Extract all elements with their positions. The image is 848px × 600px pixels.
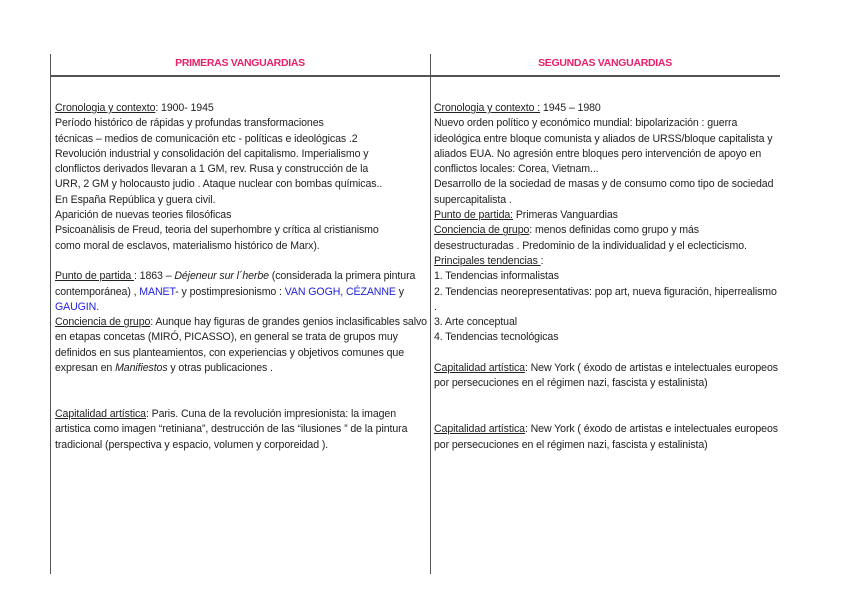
label: Capitalidad artística <box>55 407 146 420</box>
label: Capitalidad artística <box>434 423 525 436</box>
table-border-left <box>50 54 51 574</box>
left-capitalidad <box>55 407 427 453</box>
text: - y postimpresionismo : <box>175 285 285 298</box>
right-tendencias-label <box>434 254 779 269</box>
label: Conciencia de grupo <box>55 316 151 329</box>
label: Capitalidad artística <box>434 362 525 375</box>
left-conciencia-grupo <box>55 315 427 376</box>
left-cronologia <box>55 101 427 116</box>
label: Conciencia de grupo <box>434 224 530 237</box>
header-segundas-vanguardias: SEGUNDAS VANGUARDIAS <box>538 57 672 69</box>
crono-line: Aparición de nuevas teories filosóficas <box>55 209 232 222</box>
right-punto-partida <box>434 208 779 223</box>
artwork-title: Déjeneur sur l´herbe <box>174 270 269 283</box>
artist-vangogh: VAN GOGH, <box>284 285 344 298</box>
text: : 1863 – <box>134 270 175 283</box>
label: Cronologia y contexto <box>55 102 156 114</box>
artist-cezanne: CÉZANNE <box>345 285 396 298</box>
right-conciencia-grupo <box>434 223 779 254</box>
tendencia-item: 4. Tendencias tecnológicas <box>434 331 559 344</box>
crono-line: Psicoanàlisis de Freud, teoria del superhombre y crítica al cristianismo <box>55 224 379 237</box>
left-column <box>55 101 427 453</box>
tendencia-item: 1. Tendencias informalistas <box>434 270 559 283</box>
label: Punto de partida <box>55 270 134 283</box>
crono-line: técnicas – medios de comunicación etc - políticas e ideológicas .2 <box>55 132 358 145</box>
crono-line: Revolución industrial y consolidación del capitalismo. Imperialismo y <box>55 147 369 160</box>
right-capitalidad-1 <box>434 361 779 392</box>
text: : New York ( éxodo de artistas e intelectuales europeos por persecuciones en el régimen nazi, fascista y estalinista) <box>434 362 778 390</box>
right-sociedad-text: Desarrollo de la sociedad de masas y de consumo como tipo de sociedad supercapitalista . <box>434 178 774 206</box>
crono-line: como moral de esclavos, materialismo histórico de Marx). <box>55 239 320 252</box>
text: : Aunque hay figuras de grandes genios inclasificables salvo en etapas concetas (MIRÓ, PICASSO), en general se trata de grupos muy definidos en sus planteamientos, con experiencias y objetivos comunes que expresan en <box>55 316 427 375</box>
value: 1945 – 1980 <box>540 102 601 114</box>
right-cronologia <box>434 101 779 116</box>
crono-line: En España República y guera civil. <box>55 193 216 206</box>
artist-gaugin: GAUGIN. <box>55 300 100 313</box>
crono-line: URR, 2 GM y holocausto judio . Ataque nuclear con bombas químicas.. <box>55 178 383 191</box>
text: y otras publicaciones . <box>167 362 273 375</box>
right-capitalidad-2 <box>434 422 779 453</box>
tendencia-item: 3. Arte conceptual <box>434 316 518 329</box>
value: Primeras Vanguardias <box>513 209 618 222</box>
text: : New York ( éxodo de artistas e intelectuales europeos por persecuciones en el régimen nazi, fascista y estalinista) <box>434 423 778 451</box>
text: y <box>395 285 404 298</box>
label: Cronologia y contexto : <box>434 102 541 114</box>
value: : 1900- 1945 <box>155 102 214 114</box>
right-crono-text: Nuevo orden político y económico mundial: bipolarización : guerra ideológica entre bloque comunista y aliados de URSS/bloque capitalista y aliados EUA. No agresión entre bloques pero intervención de apoyo en conflictos locales: Corea, Vietnam... <box>434 117 773 176</box>
label: Punto de partida: <box>434 209 513 222</box>
crono-line: clonflictos derivados llevaran a 1 GM, rev. Rusa y construcción de la <box>55 163 369 176</box>
text: (considerada la primera pintura contemporánea) , <box>55 270 416 298</box>
right-column <box>434 101 779 453</box>
header-primeras-vanguardias: PRIMERAS VANGUARDIAS <box>175 57 305 69</box>
colon: : <box>540 254 544 267</box>
italic-text: Manifiestos <box>115 362 168 375</box>
text: : Paris. Cuna de la revolución impresionista: la imagen artistica como imagen “retiniana”, destrucción de las “ilusiones ” de la pintura tradicional (perspectiva y espacio, volumen y corporeidad ). <box>55 407 408 451</box>
label: Principales tendencias <box>434 254 541 267</box>
artist-manet: MANET <box>139 285 176 298</box>
header-rule <box>50 75 780 77</box>
tendencia-item: 2. Tendencias neorepresentativas: pop art, nueva figuración, hiperrealismo . <box>434 285 777 313</box>
text: : menos definidas como grupo y más desestructuradas . Predominio de la individualidad y el eclecticismo. <box>434 224 747 252</box>
crono-line: Período histórico de rápidas y profundas transformaciones <box>55 117 324 130</box>
table-border-middle <box>430 54 431 574</box>
left-punto-partida <box>55 269 427 315</box>
